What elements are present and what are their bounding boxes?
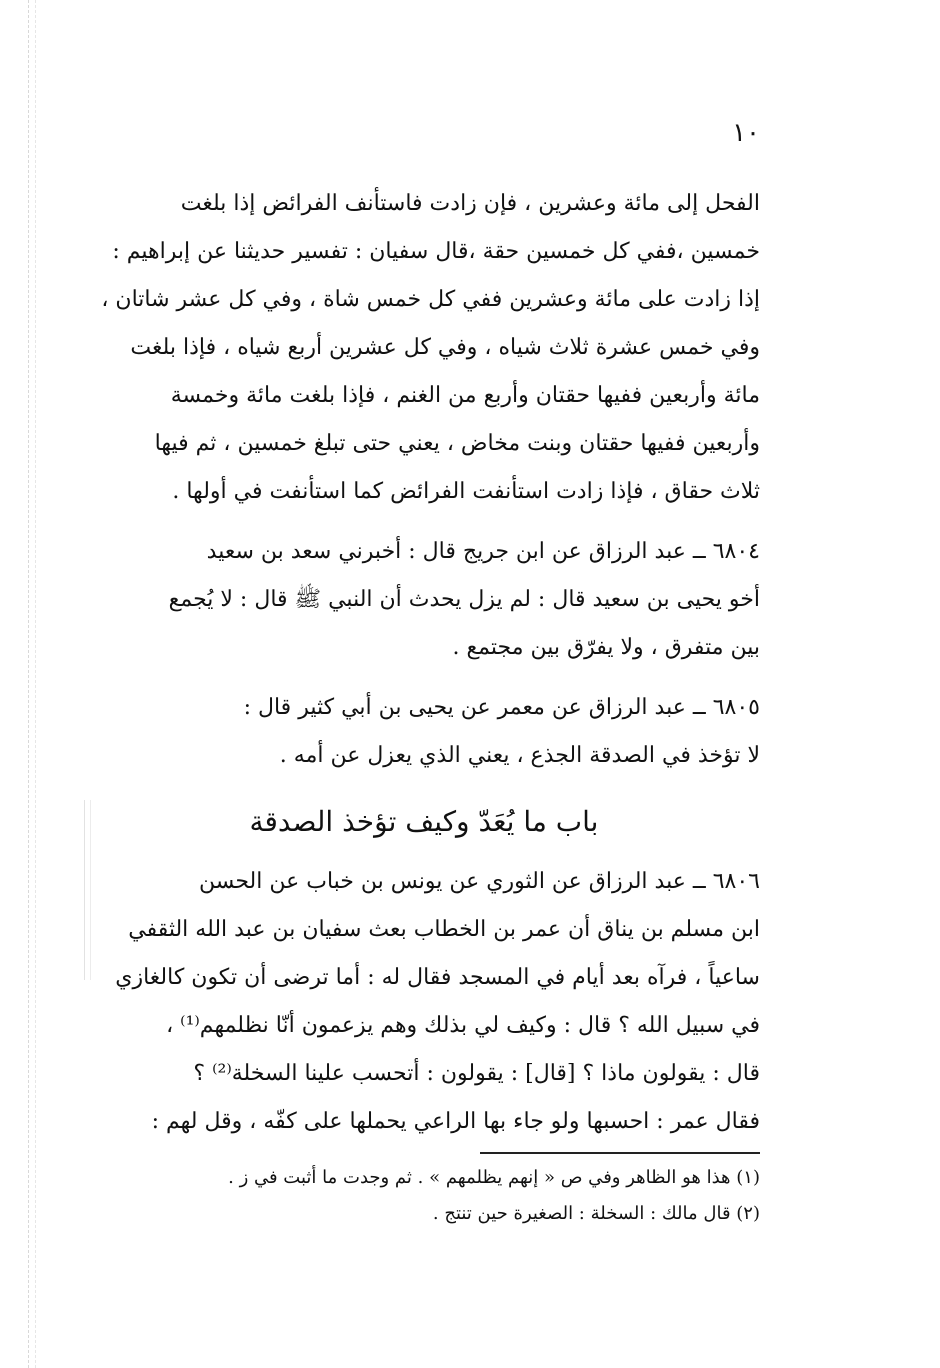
chapter-heading: باب ما يُعَدّ وكيف تؤخذ الصدقة — [249, 805, 599, 838]
main-text-block — [88, 180, 760, 1146]
paragraph-hadith-6805: ٦٨٠٥ ــ عبد الرزاق عن معمر عن يحيى بن أبي كثير قال : لا تؤخذ في الصدقة الجذع ، يعني الذي يعزل عن أمه . — [243, 695, 760, 768]
scan-gutter-marks — [28, 0, 36, 1368]
footnote-2: (٢) قال مالك : السخلة : الصغيرة حين تنتج . — [432, 1203, 760, 1224]
footnotes — [100, 1160, 760, 1232]
paragraph-zakat-rules: الفحل إلى مائة وعشرين ، فإن زادت فاستأنف الفرائض إذا بلغت خمسين ،ففي كل خمسين حقة ،قال سفيان : تفسير حديثنا عن إبراهيم : إذا زادت على مائة وعشرين ففي كل خمس شاة ، وفي كل عشر شاتان ، وفي خمس عشرة ثلاث شياه ، وفي كل عشرين أربع شياه ، فإذا بلغت مائة وأربعين ففيها حقتان وأربع من الغنم ، فإذا بلغت مائة وخمسة وأربعين ففيها حقتان وبنت مخاض ، يعني حتى تبلغ خمسين ، ثم فيها ثلاث حقاق ، فإذا زادت استأنفت الفرائض كما استأنفت في أولها . — [101, 191, 760, 504]
paragraph-hadith-6806: ٦٨٠٦ ــ عبد الرزاق عن الثوري عن يونس بن خباب عن الحسن ابن مسلم بن يناق أن عمر بن الخطاب بعث سفيان بن عبد الله الثقفي ساعياً ، فرآه بعد أيام في المسجد فقال له : أما ترضى أن تكون كالغازي في سبيل الله ؟ قال : وكيف لي بذلك وهم يزعمون أنّا نظلمهم⁽¹⁾ ، قال : يقولون ماذا ؟ [قال] : يقولون : أتحسب علينا السخلة⁽²⁾ ؟ فقال عمر : احسبها ولو جاء بها الراعي يحملها على كفّه ، وقل لهم : — [115, 869, 760, 1134]
paragraph-hadith-6804: ٦٨٠٤ ــ عبد الرزاق عن ابن جريج قال : أخبرني سعد بن سعيد أخو يحيى بن سعيد قال : لم يزل يحدث أن النبي ﷺ قال : لا يُجمع بين متفرق ، ولا يفرّق بين مجتمع . — [168, 539, 760, 660]
footnote-1: (١) هذا هو الظاهر وفي ص « إنهم يظلمهم » . ثم وجدت ما أثبت في ز . — [228, 1167, 760, 1188]
page-number: ١٠ — [732, 118, 760, 148]
footnote-divider — [480, 1152, 760, 1154]
